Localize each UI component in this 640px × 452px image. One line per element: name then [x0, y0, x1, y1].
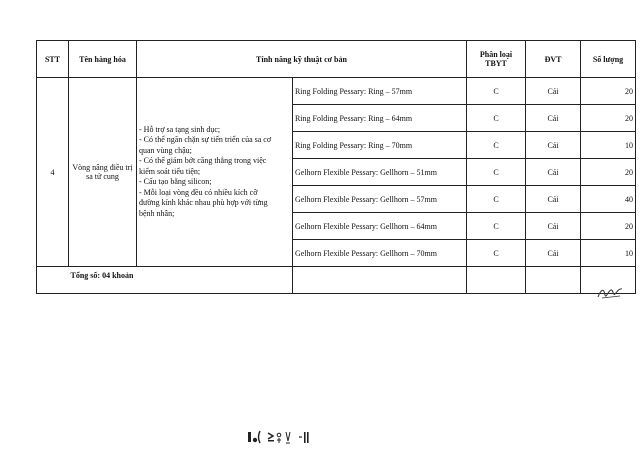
product-class: C: [467, 159, 526, 186]
header-unit: ĐVT: [526, 41, 581, 78]
product-spec: Gelhorn Flexible Pessary: Gellhorn – 57mm: [293, 186, 467, 213]
header-specs: Tính năng kỹ thuật cơ bản: [137, 41, 467, 78]
header-name: Tên hàng hóa: [69, 41, 137, 78]
product-unit: Cái: [526, 78, 581, 105]
total-empty-class: [467, 267, 526, 294]
product-unit: Cái: [526, 240, 581, 267]
total-empty-spec: [293, 267, 467, 294]
header-qty: Số lượng: [581, 41, 636, 78]
item-name: Vòng nâng điều trị sa tử cung: [69, 78, 137, 267]
handwritten-signature: [596, 285, 624, 301]
product-class: C: [467, 186, 526, 213]
product-unit: Cái: [526, 186, 581, 213]
description-line: - Mỗi loại vòng đều có nhiều kích cỡ: [139, 187, 258, 197]
header-class-line1: Phân loại: [479, 50, 513, 59]
description-line: - Hỗ trợ sa tạng sinh dục;: [139, 124, 221, 134]
description-line: bệnh nhân;: [139, 208, 175, 218]
header-class: [467, 41, 526, 78]
product-qty: 20: [581, 78, 636, 105]
product-table: [36, 40, 636, 294]
header-row: [37, 41, 636, 78]
product-spec: Ring Folding Pessary: Ring – 57mm: [293, 78, 467, 105]
description-line: - Có thể giảm bớt căng thẳng trong việc: [139, 156, 267, 166]
description-line: kiểm soát tiểu tiện;: [139, 166, 201, 176]
item-description: [137, 78, 293, 267]
product-unit: Cái: [526, 213, 581, 240]
item-stt: 4: [37, 78, 69, 267]
product-spec: Ring Folding Pessary: Ring – 64mm: [293, 105, 467, 132]
product-unit: Cái: [526, 132, 581, 159]
description-line: - Cấu tạo bằng silicon;: [139, 177, 212, 187]
product-spec: Gelhorn Flexible Pessary: Gellhorn – 70mm: [293, 240, 467, 267]
total-row: [37, 267, 636, 294]
product-class: C: [467, 213, 526, 240]
product-spec: Ring Folding Pessary: Ring – 70mm: [293, 132, 467, 159]
total-spacer: [37, 267, 69, 294]
product-unit: Cái: [526, 105, 581, 132]
header-class-line2: TBYT: [485, 59, 507, 68]
product-class: C: [467, 78, 526, 105]
header-stt: STT: [37, 41, 69, 78]
product-class: C: [467, 132, 526, 159]
product-class: C: [467, 105, 526, 132]
product-qty: 20: [581, 105, 636, 132]
product-spec: Gelhorn Flexible Pessary: Gellhorn – 51mm: [293, 159, 467, 186]
product-qty: 20: [581, 159, 636, 186]
description-line: - Có thể ngăn chặn sự tiến triển của sa cơ: [139, 135, 272, 145]
description-line: đường kính khác nhau phù hợp với từng: [139, 198, 268, 208]
product-spec: Gelhorn Flexible Pessary: Gellhorn – 64mm: [293, 213, 467, 240]
product-qty: 10: [581, 132, 636, 159]
product-unit: Cái: [526, 159, 581, 186]
table-row: [37, 78, 636, 105]
product-class: C: [467, 240, 526, 267]
total-empty-unit: [526, 267, 581, 294]
product-qty: 10: [581, 240, 636, 267]
product-qty: 20: [581, 213, 636, 240]
product-qty: 40: [581, 186, 636, 213]
total-label: Tổng số: 04 khoản: [69, 267, 293, 294]
table-body: [37, 78, 636, 294]
page-footer-mark: [246, 428, 341, 446]
description-line: quan vùng chậu;: [139, 145, 192, 155]
